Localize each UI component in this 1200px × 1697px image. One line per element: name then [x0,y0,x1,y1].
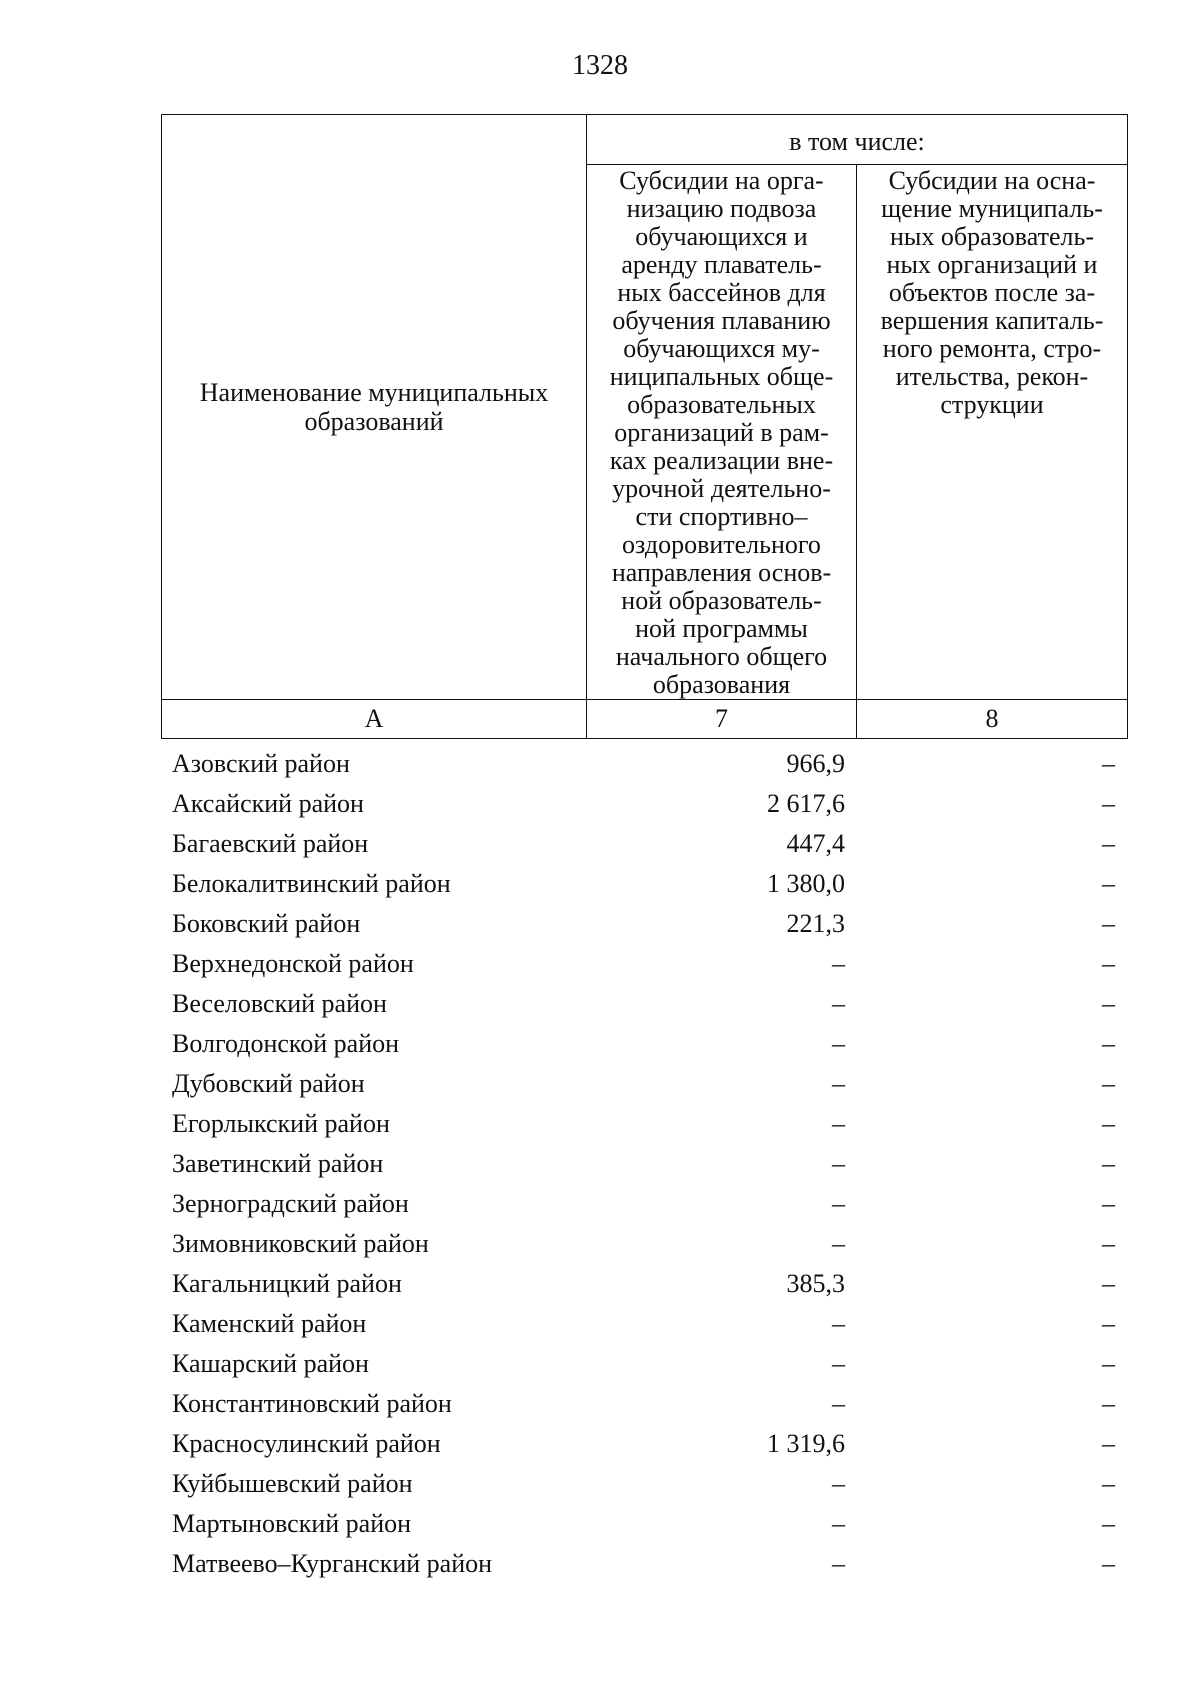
subsidy-transport-value: – [832,1349,845,1378]
subsidy-transport-value: – [832,1509,845,1538]
municipality-name: Белокалитвинский район [172,869,451,898]
municipality-name: Матвеево–Курганский район [172,1549,493,1578]
municipality-name: Боковский район [172,909,361,938]
subsidy-transport-value: – [832,1149,845,1178]
subsidy-equipment-value: – [1102,789,1115,818]
header-col7-line: ной образователь- [621,586,822,615]
subsidy-transport-value: – [832,1549,845,1578]
table-row [161,864,1127,904]
header-col7-line: организаций в рам- [614,418,829,447]
municipality-name: Багаевский район [172,829,369,858]
subsidy-transport-value: – [832,1469,845,1498]
table-row [161,784,1127,824]
municipality-name: Куйбышевский район [172,1469,413,1498]
header-col7-line: обучающихся и [635,222,808,251]
subsidy-equipment-value: – [1102,1149,1115,1178]
subsidy-transport-value: 1 319,6 [767,1429,845,1458]
municipality-name: Кагальницкий район [172,1269,402,1298]
table-body [161,744,1127,1584]
subsidy-equipment-value: – [1102,1549,1115,1578]
table-row [161,1544,1127,1584]
subsidy-equipment-value: – [1102,1269,1115,1298]
header-col7-line: ных бассейнов для [617,278,826,307]
municipality-name: Азовский район [172,749,350,778]
table-row [161,1464,1127,1504]
subsidy-transport-value: 385,3 [786,1269,845,1298]
subsidy-equipment-value: – [1102,1429,1115,1458]
header-col7-line: обучающихся му- [623,334,820,363]
table-row [161,1144,1127,1184]
municipality-name: Каменский район [172,1309,367,1338]
header-col7-line: сти спортивно– [635,502,808,531]
municipality-name: Красносулинский район [172,1429,441,1458]
header-col7-line: ной программы [635,614,808,643]
subsidy-equipment-value: – [1102,1029,1115,1058]
municipality-name: Аксайский район [172,789,364,818]
header-municipality-name-line: образований [304,407,444,436]
header-col8-line: Субсидии на осна- [888,166,1096,195]
header-municipality-name-line: Наименование муниципальных [199,378,549,407]
subsidy-transport-value: – [832,1309,845,1338]
table-row [161,1264,1127,1304]
table-row [161,824,1127,864]
subsidy-transport-value: – [832,1069,845,1098]
table-row [161,1024,1127,1064]
header-col8-title [857,165,1128,700]
municipality-name: Заветинский район [172,1149,384,1178]
subsidy-equipment-value: – [1102,1189,1115,1218]
municipality-name: Верхнедонской район [172,949,414,978]
table-row [161,1384,1127,1424]
table-row [161,744,1127,784]
subsidy-equipment-value: – [1102,909,1115,938]
table-row [161,1224,1127,1264]
table-row [161,1424,1127,1464]
municipality-name: Кашарский район [172,1349,369,1378]
municipality-name: Зимовниковский район [172,1229,429,1258]
subsidy-equipment-value: – [1102,1069,1115,1098]
header-col8-line: ного ремонта, стро- [882,334,1102,363]
header-col7-line: низацию подвоза [626,194,817,223]
header-col8-line: ных образователь- [890,222,1094,251]
table-row [161,1304,1127,1344]
municipality-name: Константиновский район [172,1389,452,1418]
header-col7-line: урочной деятельно- [612,474,831,503]
table-row [161,1064,1127,1104]
table-row [161,1504,1127,1544]
table-row [161,904,1127,944]
header-col7-line: обучения плаванию [612,306,831,335]
municipality-name: Волгодонской район [172,1029,400,1058]
municipality-name: Веселовский район [172,989,387,1018]
table-row [161,1104,1127,1144]
subsidy-transport-value: – [832,1109,845,1138]
subsidy-transport-value: – [832,1189,845,1218]
header-col8-line: ных организаций и [886,250,1098,279]
header-col7-line: направления основ- [611,558,832,587]
header-col7-line: оздоровительного [622,530,821,559]
header-col8-line: вершения капиталь- [880,306,1104,335]
column-number-a: А [162,700,587,739]
table-row [161,984,1127,1024]
subsidy-transport-value: – [832,949,845,978]
subsidy-transport-value: – [832,989,845,1018]
municipality-name: Дубовский район [172,1069,365,1098]
subsidy-equipment-value: – [1102,1389,1115,1418]
subsidy-transport-value: – [832,1229,845,1258]
subsidy-transport-value: 447,4 [786,829,845,858]
subsidy-equipment-value: – [1102,949,1115,978]
subsidy-equipment-value: – [1102,1229,1115,1258]
municipality-name: Егорлыкский район [172,1109,390,1138]
subsidy-transport-value: 1 380,0 [767,869,845,898]
header-col7-line: ниципальных обще- [609,362,834,391]
table-row [161,1184,1127,1224]
header-col8-line: щение муниципаль- [881,194,1103,223]
header-col7-line: ках реализации вне- [609,446,834,475]
header-col7-line: образовательных [627,390,816,419]
table-header [161,114,1128,739]
page-number: 1328 [572,50,628,81]
subsidy-transport-value: 2 617,6 [767,789,845,818]
header-col8-line: ительства, рекон- [895,362,1089,391]
municipality-name: Зерноградский район [172,1189,409,1218]
subsidy-equipment-value: – [1102,1469,1115,1498]
municipality-name: Мартыновский район [172,1509,412,1538]
subsidy-transport-value: – [832,1029,845,1058]
header-col7-line: Субсидии на орга- [619,166,824,195]
header-col8-line: струкции [940,390,1044,419]
header-col8-line: объектов после за- [888,278,1096,307]
header-including: в том числе: [587,115,1128,165]
subsidy-equipment-value: – [1102,1349,1115,1378]
column-number-8: 8 [857,700,1128,739]
header-municipality-name [162,115,587,700]
subsidy-equipment-value: – [1102,869,1115,898]
subsidy-equipment-value: – [1102,989,1115,1018]
subsidy-equipment-value: – [1102,1509,1115,1538]
header-col7-title [587,165,857,700]
subsidy-equipment-value: – [1102,1109,1115,1138]
subsidy-transport-value: 221,3 [786,909,845,938]
subsidy-equipment-value: – [1102,749,1115,778]
header-col7-line: начального общего [615,642,828,671]
subsidy-transport-value: 966,9 [786,749,845,778]
subsidy-equipment-value: – [1102,829,1115,858]
subsidy-transport-value: – [832,1389,845,1418]
table-row [161,944,1127,984]
subsidy-equipment-value: – [1102,1309,1115,1338]
column-number-7: 7 [587,700,857,739]
header-col7-line: аренду плаватель- [621,250,822,279]
table-row [161,1344,1127,1384]
header-col7-line: образования [652,670,791,699]
